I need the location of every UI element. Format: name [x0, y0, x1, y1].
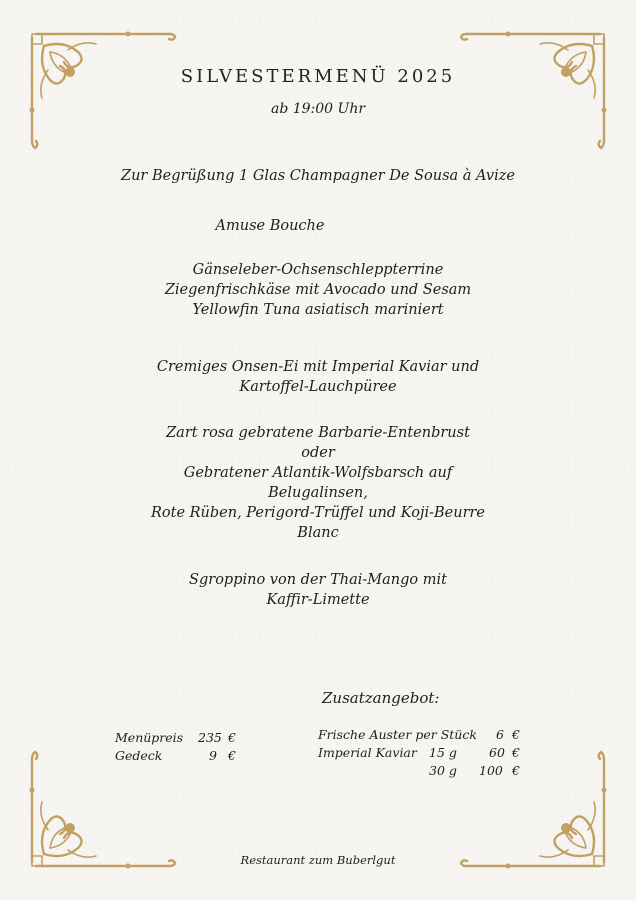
menu-line: Zart rosa gebratene Barbarie-Entenbrust — [166, 425, 470, 441]
egg-course — [0, 357, 636, 397]
welcome-drink: Zur Begrüßung 1 Glas Champagner De Sousa à Avize — [121, 168, 515, 184]
menu-line: Kartoffel-Lauchpüree — [239, 379, 397, 395]
starter-course — [0, 260, 636, 320]
currency-symbol: € — [228, 730, 236, 745]
corner-ornament-icon — [458, 720, 608, 870]
menu-price-label: Menüpreis — [115, 730, 184, 745]
cover-charge-value: 9 — [209, 748, 217, 763]
menu-line: Blanc — [297, 525, 339, 541]
currency-symbol: € — [512, 763, 520, 778]
caviar-price: 60 — [489, 745, 505, 760]
menu-line: Gänseleber-Ochsenschleppterrine — [192, 262, 444, 278]
cover-charge-label: Gedeck — [115, 748, 163, 763]
currency-symbol: € — [512, 727, 520, 742]
restaurant-name: Restaurant zum Buberlgut — [240, 853, 396, 867]
menu-line: Gebratener Atlantik-Wolfsbarsch auf — [183, 465, 453, 481]
currency-symbol: € — [512, 745, 520, 760]
amuse-bouche: Amuse Bouche — [215, 218, 325, 234]
dessert-course — [0, 570, 636, 610]
extras-heading: Zusatzangebot: — [322, 689, 440, 707]
caviar-size: 30 g — [429, 763, 457, 778]
menu-line: Cremiges Onsen-Ei mit Imperial Kaviar und — [156, 359, 480, 375]
oyster-price: 6 — [496, 727, 504, 742]
menu-line: Rote Rüben, Perigord-Trüffel und Koji-Beurre — [150, 505, 486, 521]
menu-line: Kaffir-Limette — [266, 592, 370, 608]
menu-price-value: 235 — [198, 730, 222, 745]
main-course — [0, 423, 636, 543]
menu-line: Ziegenfrischkäse mit Avocado und Sesam — [164, 282, 472, 298]
oyster-label: Frische Auster per Stück — [318, 727, 477, 742]
caviar-label: Imperial Kaviar — [318, 745, 417, 760]
caviar-size: 15 g — [429, 745, 457, 760]
page-title: SILVESTERMENÜ 2025 — [180, 66, 456, 87]
currency-symbol: € — [228, 748, 236, 763]
menu-line: oder — [301, 445, 335, 461]
start-time: ab 19:00 Uhr — [270, 101, 366, 117]
caviar-price: 100 — [479, 763, 503, 778]
menu-line: Yellowfin Tuna asiatisch mariniert — [192, 302, 444, 318]
menu-line: Sgroppino von der Thai-Mango mit — [189, 572, 447, 588]
menu-line: Belugalinsen, — [268, 485, 368, 501]
